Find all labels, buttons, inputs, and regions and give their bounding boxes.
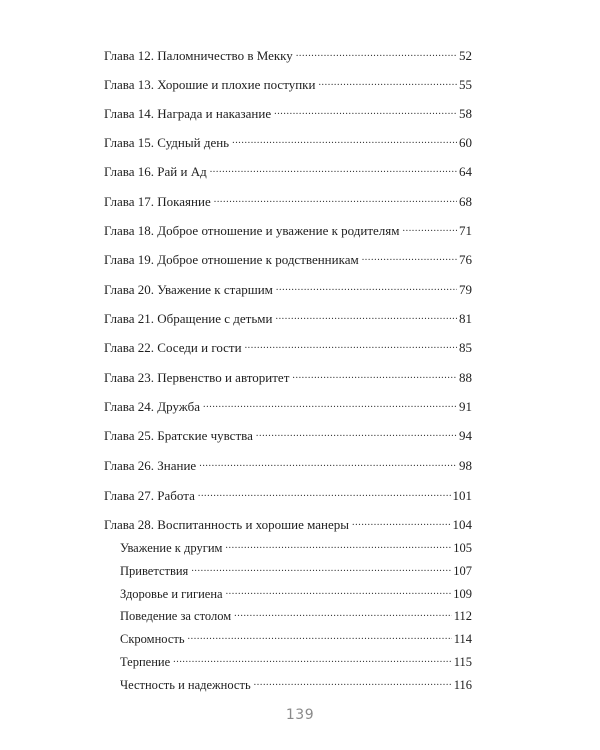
toc-entry-page: 98 — [459, 458, 472, 473]
toc-entry-title: Уважение к другим — [120, 541, 223, 555]
dot-leader — [275, 307, 457, 323]
toc-entry-section[interactable] — [120, 559, 472, 579]
toc-entry-title: Глава 13. Хорошие и плохие поступки — [104, 77, 316, 92]
dot-leader — [173, 650, 452, 666]
toc-entry-page: 81 — [459, 311, 472, 326]
dot-leader — [276, 278, 457, 294]
dot-leader — [199, 454, 457, 470]
toc-entry-title: Глава 25. Братские чувства — [104, 428, 253, 443]
toc-entry-title: Глава 21. Обращение с детьми — [104, 311, 273, 326]
toc-entry-title: Терпение — [120, 655, 171, 669]
toc-entry-title: Глава 16. Рай и Ад — [104, 164, 207, 179]
dot-leader — [362, 248, 457, 264]
toc-entry-chapter-26[interactable] — [104, 454, 472, 474]
dot-leader — [225, 536, 451, 552]
toc-entry-page: 94 — [459, 428, 472, 443]
toc-entry-title: Глава 18. Доброе отношение и уважение к родителям — [104, 223, 400, 238]
toc-entry-chapter-13[interactable] — [104, 73, 472, 93]
toc-entry-title: Глава 20. Уважение к старшим — [104, 282, 273, 297]
toc-entry-page: 55 — [459, 77, 472, 92]
toc-entry-page: 79 — [459, 282, 472, 297]
toc-entry-page: 101 — [452, 488, 472, 503]
toc-entry-page: 107 — [453, 564, 472, 578]
toc-entry-page: 60 — [459, 135, 472, 150]
dot-leader — [318, 73, 457, 89]
toc-entry-page: 116 — [453, 678, 472, 692]
toc-entry-title: Глава 24. Дружба — [104, 399, 201, 414]
page-number: 139 — [285, 707, 315, 723]
toc-entry-page: 112 — [453, 609, 472, 623]
toc-entry-page: 52 — [459, 48, 472, 63]
dot-leader — [254, 673, 452, 689]
toc-entry-title: Глава 15. Судный день — [104, 135, 230, 150]
toc-entry-page: 85 — [459, 340, 472, 355]
toc-entry-page: 109 — [453, 587, 472, 601]
dot-leader — [256, 424, 457, 440]
toc-entry-page: 88 — [459, 370, 472, 385]
toc-entry-page: 76 — [459, 252, 472, 267]
dot-leader — [203, 395, 457, 411]
toc-entry-chapter-14[interactable] — [104, 102, 472, 122]
toc-entry-chapter-17[interactable] — [104, 190, 472, 210]
toc-entry-title: Скромность — [120, 632, 185, 646]
toc-entry-page: 71 — [459, 223, 472, 238]
dot-leader — [188, 627, 452, 643]
toc-entry-chapter-20[interactable] — [104, 278, 472, 298]
toc-entry-title: Глава 17. Покаяние — [104, 194, 211, 209]
dot-leader — [352, 513, 450, 529]
toc-entry-title: Глава 22. Соседи и гости — [104, 340, 242, 355]
toc-entry-chapter-28[interactable] — [104, 513, 472, 533]
toc-entry-title: Глава 19. Доброе отношение к родственникам — [104, 252, 359, 267]
toc-entry-title: Приветствия — [120, 564, 189, 578]
dot-leader — [245, 336, 457, 352]
toc-entry-page: 114 — [453, 632, 472, 646]
toc-entry-chapter-23[interactable] — [104, 366, 472, 386]
toc-entry-section[interactable] — [120, 582, 472, 602]
toc-entry-title: Глава 12. Паломничество в Мекку — [104, 48, 293, 63]
toc-entry-chapter-25[interactable] — [104, 424, 472, 444]
toc-entry-title: Здоровье и гигиена — [120, 587, 223, 601]
toc-entry-section[interactable] — [120, 627, 472, 647]
toc-entry-page: 58 — [459, 106, 472, 121]
toc-entry-section[interactable] — [120, 673, 472, 693]
toc-entry-title: Глава 14. Награда и наказание — [104, 106, 272, 121]
toc-entry-chapter-21[interactable] — [104, 307, 472, 327]
toc-entry-title: Поведение за столом — [120, 609, 232, 623]
dot-leader — [403, 219, 458, 235]
dot-leader — [292, 366, 457, 382]
dot-leader — [198, 484, 451, 500]
toc-entry-title: Глава 28. Воспитанность и хорошие манеры — [104, 517, 350, 532]
toc-entry-chapter-22[interactable] — [104, 336, 472, 356]
toc-entry-chapter-24[interactable] — [104, 395, 472, 415]
dot-leader — [226, 582, 452, 598]
toc-entry-chapter-12[interactable] — [104, 44, 472, 64]
dot-leader — [191, 559, 451, 575]
toc-entry-title: Честность и надежность — [120, 678, 251, 692]
dot-leader — [274, 102, 457, 118]
toc-entry-section[interactable] — [120, 536, 472, 556]
dot-leader — [210, 160, 457, 176]
toc-entry-page: 68 — [459, 194, 472, 209]
dot-leader — [234, 604, 452, 620]
toc-entry-page: 104 — [452, 517, 472, 532]
toc-entry-section[interactable] — [120, 650, 472, 670]
toc-entry-page: 105 — [453, 541, 472, 555]
toc-entry-title: Глава 23. Первенство и авторитет — [104, 370, 290, 385]
toc-entry-page: 115 — [453, 655, 472, 669]
toc-entry-page: 91 — [459, 399, 472, 414]
dot-leader — [232, 131, 457, 147]
toc-entry-title: Глава 27. Работа — [104, 488, 195, 503]
toc-entry-chapter-16[interactable] — [104, 160, 472, 180]
dot-leader — [296, 44, 457, 60]
toc-entry-chapter-15[interactable] — [104, 131, 472, 151]
toc-entry-chapter-18[interactable] — [104, 219, 472, 239]
toc-entry-page: 64 — [459, 164, 472, 179]
toc-entry-chapter-27[interactable] — [104, 484, 472, 504]
toc-entry-title: Глава 26. Знание — [104, 458, 197, 473]
dot-leader — [214, 190, 457, 206]
toc-entry-chapter-19[interactable] — [104, 248, 472, 268]
toc-entry-section[interactable] — [120, 604, 472, 624]
